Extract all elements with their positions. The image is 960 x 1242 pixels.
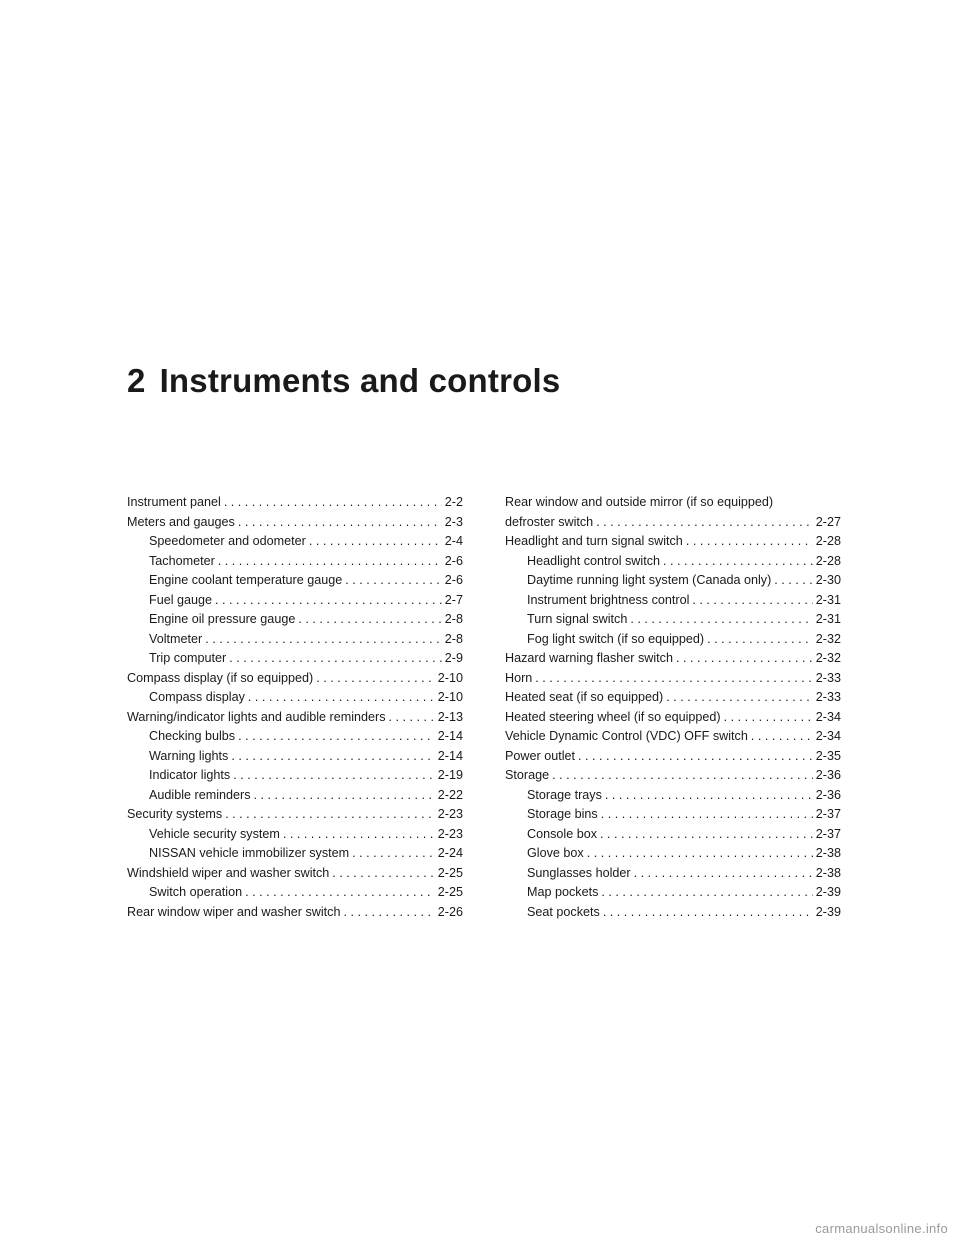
toc-page-number: 2-23 [437,807,463,821]
toc-subentry[interactable] [505,864,841,884]
toc-entry[interactable] [127,864,463,884]
toc-page-number: 2-36 [815,787,841,802]
toc-entry-label: Fuel gauge [149,592,213,607]
dot-leader [724,708,813,728]
toc-subentry[interactable] [127,571,463,591]
toc-entry-label: Fog light switch (if so equipped) [527,631,705,646]
chapter-title-text: Instruments and controls [159,362,561,399]
toc-entry-label: Meters and gauges [127,514,235,529]
toc-entry[interactable] [505,766,841,786]
dot-leader [663,552,813,572]
toc-page-number: 2-32 [815,631,841,646]
toc-entry-label: Audible reminders [149,787,251,802]
toc-left-column [127,493,463,922]
dot-leader [634,864,813,884]
dot-leader [601,883,812,903]
dot-leader [345,571,442,591]
dot-leader [389,708,435,728]
toc-page-number: 2-27 [815,514,841,529]
toc-subentry[interactable] [127,883,463,903]
toc-subentry[interactable] [505,805,841,825]
dot-leader [578,747,813,767]
toc-entry[interactable] [505,747,841,767]
toc-right-column [505,493,841,922]
chapter-number: 2 [127,362,146,399]
toc-page-number: 2-38 [815,865,841,880]
toc-entry-label: Switch operation [149,885,243,899]
dot-leader [248,688,435,708]
dot-leader [332,864,434,884]
dot-leader [587,844,813,864]
toc-page-number: 2-13 [437,709,463,724]
toc-entry-label: Speedometer and odometer [149,534,306,548]
toc-page-number: 2-33 [815,690,841,704]
dot-leader [352,844,435,864]
toc-page-number: 2-34 [815,729,841,743]
toc-entry-label: Windshield wiper and washer switch [127,865,330,880]
toc-page-number: 2-31 [815,592,841,607]
dot-leader [229,649,442,669]
toc-page-number: 2-10 [437,690,463,704]
toc-entry-label: defroster switch [505,514,594,529]
toc-subentry[interactable] [505,630,841,650]
toc-page-number: 2-19 [437,768,463,782]
toc-entry-label: Daytime running light system (Canada only) [527,573,772,587]
toc-entry-label: NISSAN vehicle immobilizer system [149,846,350,860]
toc-subentry[interactable] [127,610,463,630]
toc-entry[interactable] [505,727,841,747]
dot-leader [600,825,813,845]
toc-entry[interactable] [505,513,841,533]
toc-entry[interactable] [127,513,463,533]
toc-entry-label: Tachometer [149,553,215,568]
toc-entry-label: Security systems [127,807,223,821]
dot-leader [215,591,442,611]
toc-subentry[interactable] [127,747,463,767]
toc-entry[interactable] [127,493,463,513]
toc-subentry[interactable] [127,552,463,572]
toc-entry-label: Glove box [527,846,584,860]
dot-leader [254,786,435,806]
dot-leader [686,532,813,552]
dot-leader [666,688,813,708]
toc-entry[interactable] [127,805,463,825]
toc-entry-label: Compass display [149,690,245,704]
dot-leader [309,532,442,552]
toc-entry-label: Console box [527,826,598,841]
toc-page-number: 2-33 [815,670,841,685]
toc-entry-label: Heated steering wheel (if so equipped) [505,709,721,724]
toc-subentry[interactable] [127,688,463,708]
toc-page-number: 2-14 [437,729,463,743]
dot-leader [283,825,435,845]
toc-page-number: 2-39 [815,885,841,899]
dot-leader [552,766,813,786]
toc-entry-label: Turn signal switch [527,612,628,626]
toc-subentry[interactable] [127,825,463,845]
dot-leader [224,493,442,513]
toc-page-number: 2-22 [437,787,463,802]
toc-page-number: 2-39 [815,904,841,919]
toc-subentry[interactable] [505,610,841,630]
toc-entry[interactable] [127,708,463,728]
toc-entry-label: Power outlet [505,748,576,763]
toc-page-number: 2-14 [437,748,463,763]
toc-page-number: 2-3 [444,514,463,529]
toc-entry-label: Checking bulbs [149,729,236,743]
toc-subentry[interactable] [127,786,463,806]
toc-entry[interactable] [127,669,463,689]
dot-leader [603,903,813,923]
toc-subentry[interactable] [505,825,841,845]
toc-entry-label: Compass display (if so equipped) [127,670,314,685]
toc-entry-label: Vehicle security system [149,826,280,841]
dot-leader [218,552,442,572]
toc-subentry[interactable] [505,591,841,611]
toc-subentry[interactable] [505,552,841,572]
toc-entry-label: Headlight control switch [527,553,660,568]
toc-page-number: 2-32 [815,651,841,665]
dot-leader [601,805,813,825]
toc-subentry[interactable] [127,532,463,552]
toc-page-number: 2-36 [815,768,841,782]
toc-page-number: 2-28 [815,553,841,568]
toc-entry-label: Engine oil pressure gauge [149,612,296,626]
toc-subentry[interactable] [127,649,463,669]
toc-subentry[interactable] [505,844,841,864]
toc-page-number: 2-25 [437,885,463,899]
dot-leader [630,610,812,630]
toc-subentry[interactable] [127,727,463,747]
toc-page-number: 2-23 [437,826,463,841]
toc-subentry[interactable] [127,630,463,650]
toc-page-number: 2-37 [815,826,841,841]
toc-entry-label: Warning lights [149,748,229,763]
toc-page-number: 2-26 [437,904,463,919]
toc-entry[interactable] [505,669,841,689]
dot-leader [233,766,435,786]
toc-entry[interactable] [127,903,463,923]
toc-page-number: 2-9 [444,651,463,665]
toc-entry-label: Trip computer [149,651,227,665]
toc-entry-label: Headlight and turn signal switch [505,534,683,548]
toc-entry-label: Warning/indicator lights and audible reminders [127,709,386,724]
toc-page-number: 2-25 [437,865,463,880]
toc-entry[interactable] [505,532,841,552]
toc-page-number: 2-6 [444,553,463,568]
toc-entry-label: Seat pockets [527,904,600,919]
toc-subentry[interactable] [505,571,841,591]
toc-page-number: 2-31 [815,612,841,626]
toc-entry-label: Storage trays [527,787,602,802]
watermark: carmanualsonline.info [815,1221,948,1236]
dot-leader [316,669,435,689]
toc-page-number: 2-28 [815,534,841,548]
toc-page-number: 2-38 [815,846,841,860]
toc-page-number: 2-6 [444,573,463,587]
toc-subentry[interactable] [127,591,463,611]
toc-page-number: 2-7 [444,592,463,607]
toc-entry-label: Voltmeter [149,631,203,646]
dot-leader [676,649,813,669]
toc-page-number: 2-8 [444,631,463,646]
toc-entry-label-continued: Rear window and outside mirror (if so equipped) [505,495,774,509]
toc-page-number: 2-24 [437,846,463,860]
chapter-title [127,362,560,400]
dot-leader [344,903,435,923]
dot-leader [238,513,442,533]
toc-page-number: 2-35 [815,748,841,763]
toc-page-number: 2-8 [444,612,463,626]
dot-leader [238,727,435,747]
toc-entry[interactable] [505,649,841,669]
toc-entry-label: Map pockets [527,885,599,899]
dot-leader [298,610,441,630]
toc-page-number: 2-30 [815,573,841,587]
toc-page-number: 2-37 [815,807,841,821]
dot-leader [692,591,812,611]
toc-page-number: 2-34 [815,709,841,724]
toc-subentry[interactable] [505,883,841,903]
toc-entry-label: Instrument brightness control [527,592,690,607]
toc-subentry[interactable] [505,786,841,806]
dot-leader [751,727,813,747]
toc-entry[interactable] [505,688,841,708]
toc-entry-label: Instrument panel [127,495,221,509]
toc-entry-label: Horn [505,670,533,685]
dot-leader [225,805,435,825]
dot-leader [535,669,812,689]
toc-entry-label: Rear window wiper and washer switch [127,904,341,919]
dot-leader [774,571,812,591]
dot-leader [596,513,813,533]
toc-entry-label: Storage [505,768,550,782]
dot-leader [605,786,813,806]
dot-leader [205,630,442,650]
toc-entry-label: Hazard warning flasher switch [505,651,673,665]
toc-page-number: 2-4 [444,534,463,548]
toc-entry-label: Vehicle Dynamic Control (VDC) OFF switch [505,729,748,743]
dot-leader [231,747,434,767]
toc-entry[interactable] [505,708,841,728]
dot-leader [245,883,435,903]
toc-entry-label: Storage bins [527,807,598,821]
toc-subentry[interactable] [127,844,463,864]
toc-entry-label: Heated seat (if so equipped) [505,690,664,704]
toc-entry-label: Indicator lights [149,768,231,782]
toc-subentry[interactable] [505,903,841,923]
toc-entry-label: Sunglasses holder [527,865,631,880]
toc-page-number: 2-10 [437,670,463,685]
dot-leader [707,630,813,650]
toc-subentry[interactable] [127,766,463,786]
toc-entry-label: Engine coolant temperature gauge [149,573,343,587]
toc-page-number: 2-2 [444,495,463,509]
